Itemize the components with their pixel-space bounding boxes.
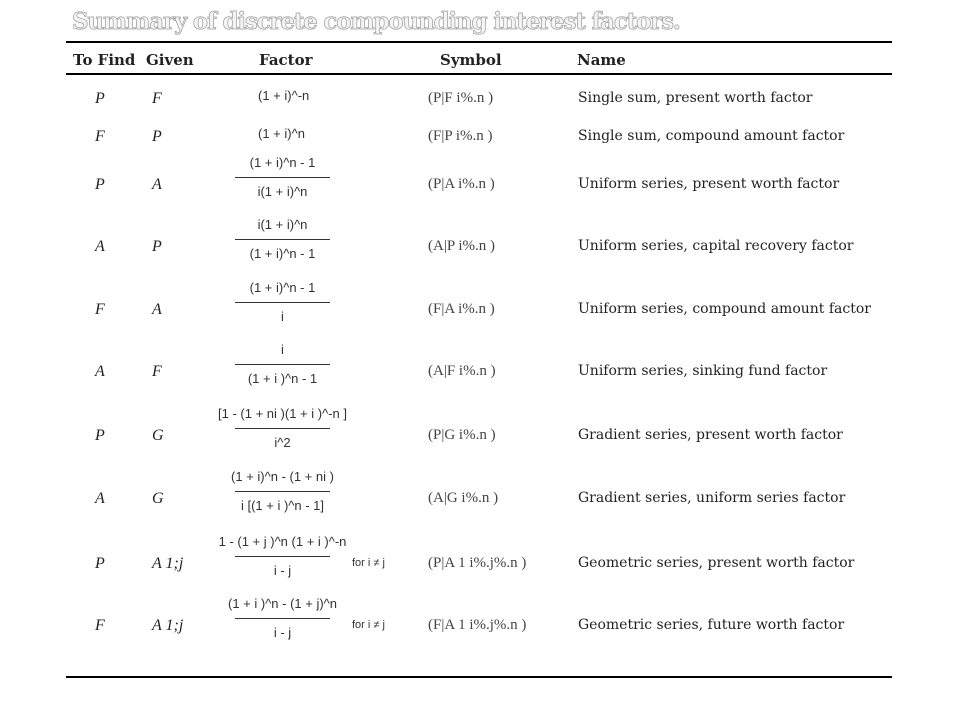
name-cell: Geometric series, present worth factor: [578, 555, 855, 571]
factor-denominator: i(1 + i)^n: [257, 184, 308, 199]
top-rule: [66, 41, 892, 43]
fraction-bar: [235, 302, 330, 303]
name-cell: Uniform series, capital recovery factor: [578, 238, 854, 254]
header-rule: [66, 73, 892, 75]
factor-numerator: [1 - (1 + ni )(1 + i )^-n ]: [218, 406, 347, 421]
fraction-bar: [235, 428, 330, 429]
factor-denominator: i - j: [273, 625, 292, 640]
header-symbol: Symbol: [440, 51, 502, 69]
header-name: Name: [577, 51, 626, 69]
to-find-cell: F: [95, 301, 105, 318]
factor-fraction: [210, 406, 355, 451]
factor-numerator: i: [281, 342, 284, 357]
factor-fraction: [210, 280, 355, 325]
factor-denominator: i - j: [273, 563, 292, 578]
symbol-cell: (A|F i%.n ): [428, 363, 496, 379]
name-cell: Gradient series, uniform series factor: [578, 490, 846, 506]
given-cell: G: [152, 427, 164, 444]
given-cell: F: [152, 90, 162, 107]
to-find-cell: A: [95, 363, 105, 380]
factor-cell: (1 + i)^n: [258, 126, 305, 141]
given-cell: P: [152, 128, 162, 145]
fraction-bar: [235, 239, 330, 240]
fraction-bar: [235, 491, 330, 492]
name-cell: Uniform series, compound amount factor: [578, 301, 871, 317]
given-cell: A: [152, 301, 162, 318]
symbol-cell: (A|G i%.n ): [428, 490, 499, 506]
to-find-cell: P: [95, 176, 105, 193]
to-find-cell: F: [95, 128, 105, 145]
symbol-cell: (F|A i%.n ): [428, 301, 495, 317]
to-find-cell: P: [95, 90, 105, 107]
fraction-bar: [235, 364, 330, 365]
factor-fraction: [210, 342, 355, 387]
symbol-cell: (F|P i%.n ): [428, 128, 493, 144]
condition-text: for i ≠ j: [352, 557, 385, 569]
name-cell: Single sum, present worth factor: [578, 90, 813, 106]
name-cell: Gradient series, present worth factor: [578, 427, 843, 443]
fraction-bar: [235, 556, 330, 557]
factor-denominator: i: [281, 309, 284, 324]
bottom-rule: [66, 676, 892, 678]
header-given: Given: [146, 51, 194, 69]
given-cell: A: [152, 176, 162, 193]
symbol-cell: (P|A i%.n ): [428, 176, 495, 192]
symbol-cell: (P|A 1 i%.j%.n ): [428, 555, 527, 571]
name-cell: Geometric series, future worth factor: [578, 617, 845, 633]
header-factor: Factor: [259, 51, 313, 69]
name-cell: Single sum, compound amount factor: [578, 128, 845, 144]
factor-fraction: [210, 217, 355, 262]
factor-denominator: i^2: [274, 435, 291, 450]
page-title: Summary of discrete compounding interest factors.: [72, 8, 680, 35]
given-cell: P: [152, 238, 162, 255]
factor-fraction: [210, 155, 355, 200]
factor-denominator: (1 + i)^n - 1: [249, 246, 316, 261]
given-cell: F: [152, 363, 162, 380]
factor-denominator: (1 + i )^n - 1: [247, 371, 318, 386]
to-find-cell: A: [95, 490, 105, 507]
condition-text: for i ≠ j: [352, 619, 385, 631]
factor-numerator: (1 + i )^n - (1 + j)^n: [227, 596, 337, 611]
fraction-bar: [235, 618, 330, 619]
given-cell: A 1;j: [152, 617, 184, 634]
symbol-cell: (P|G i%.n ): [428, 427, 496, 443]
factor-fraction: [210, 469, 355, 514]
given-cell: A 1;j: [152, 555, 184, 572]
to-find-cell: P: [95, 555, 105, 572]
factor-numerator: (1 + i)^n - 1: [249, 155, 316, 170]
factor-fraction: [210, 596, 355, 641]
name-cell: Uniform series, present worth factor: [578, 176, 840, 192]
to-find-cell: F: [95, 617, 105, 634]
name-cell: Uniform series, sinking fund factor: [578, 363, 828, 379]
factor-numerator: i(1 + i)^n: [257, 217, 308, 232]
factor-numerator: 1 - (1 + j )^n (1 + i )^-n: [218, 534, 347, 549]
factor-fraction: [210, 534, 355, 579]
factor-cell: (1 + i)^-n: [258, 88, 310, 103]
symbol-cell: (P|F i%.n ): [428, 90, 494, 106]
symbol-cell: (F|A 1 i%.j%.n ): [428, 617, 527, 633]
factor-numerator: (1 + i)^n - (1 + ni ): [231, 469, 334, 484]
fraction-bar: [235, 177, 330, 178]
factor-numerator: (1 + i)^n - 1: [249, 280, 316, 295]
header-to-find: To Find: [73, 51, 136, 69]
given-cell: G: [152, 490, 164, 507]
to-find-cell: P: [95, 427, 105, 444]
to-find-cell: A: [95, 238, 105, 255]
factor-denominator: i [(1 + i )^n - 1]: [240, 498, 325, 513]
symbol-cell: (A|P i%.n ): [428, 238, 496, 254]
